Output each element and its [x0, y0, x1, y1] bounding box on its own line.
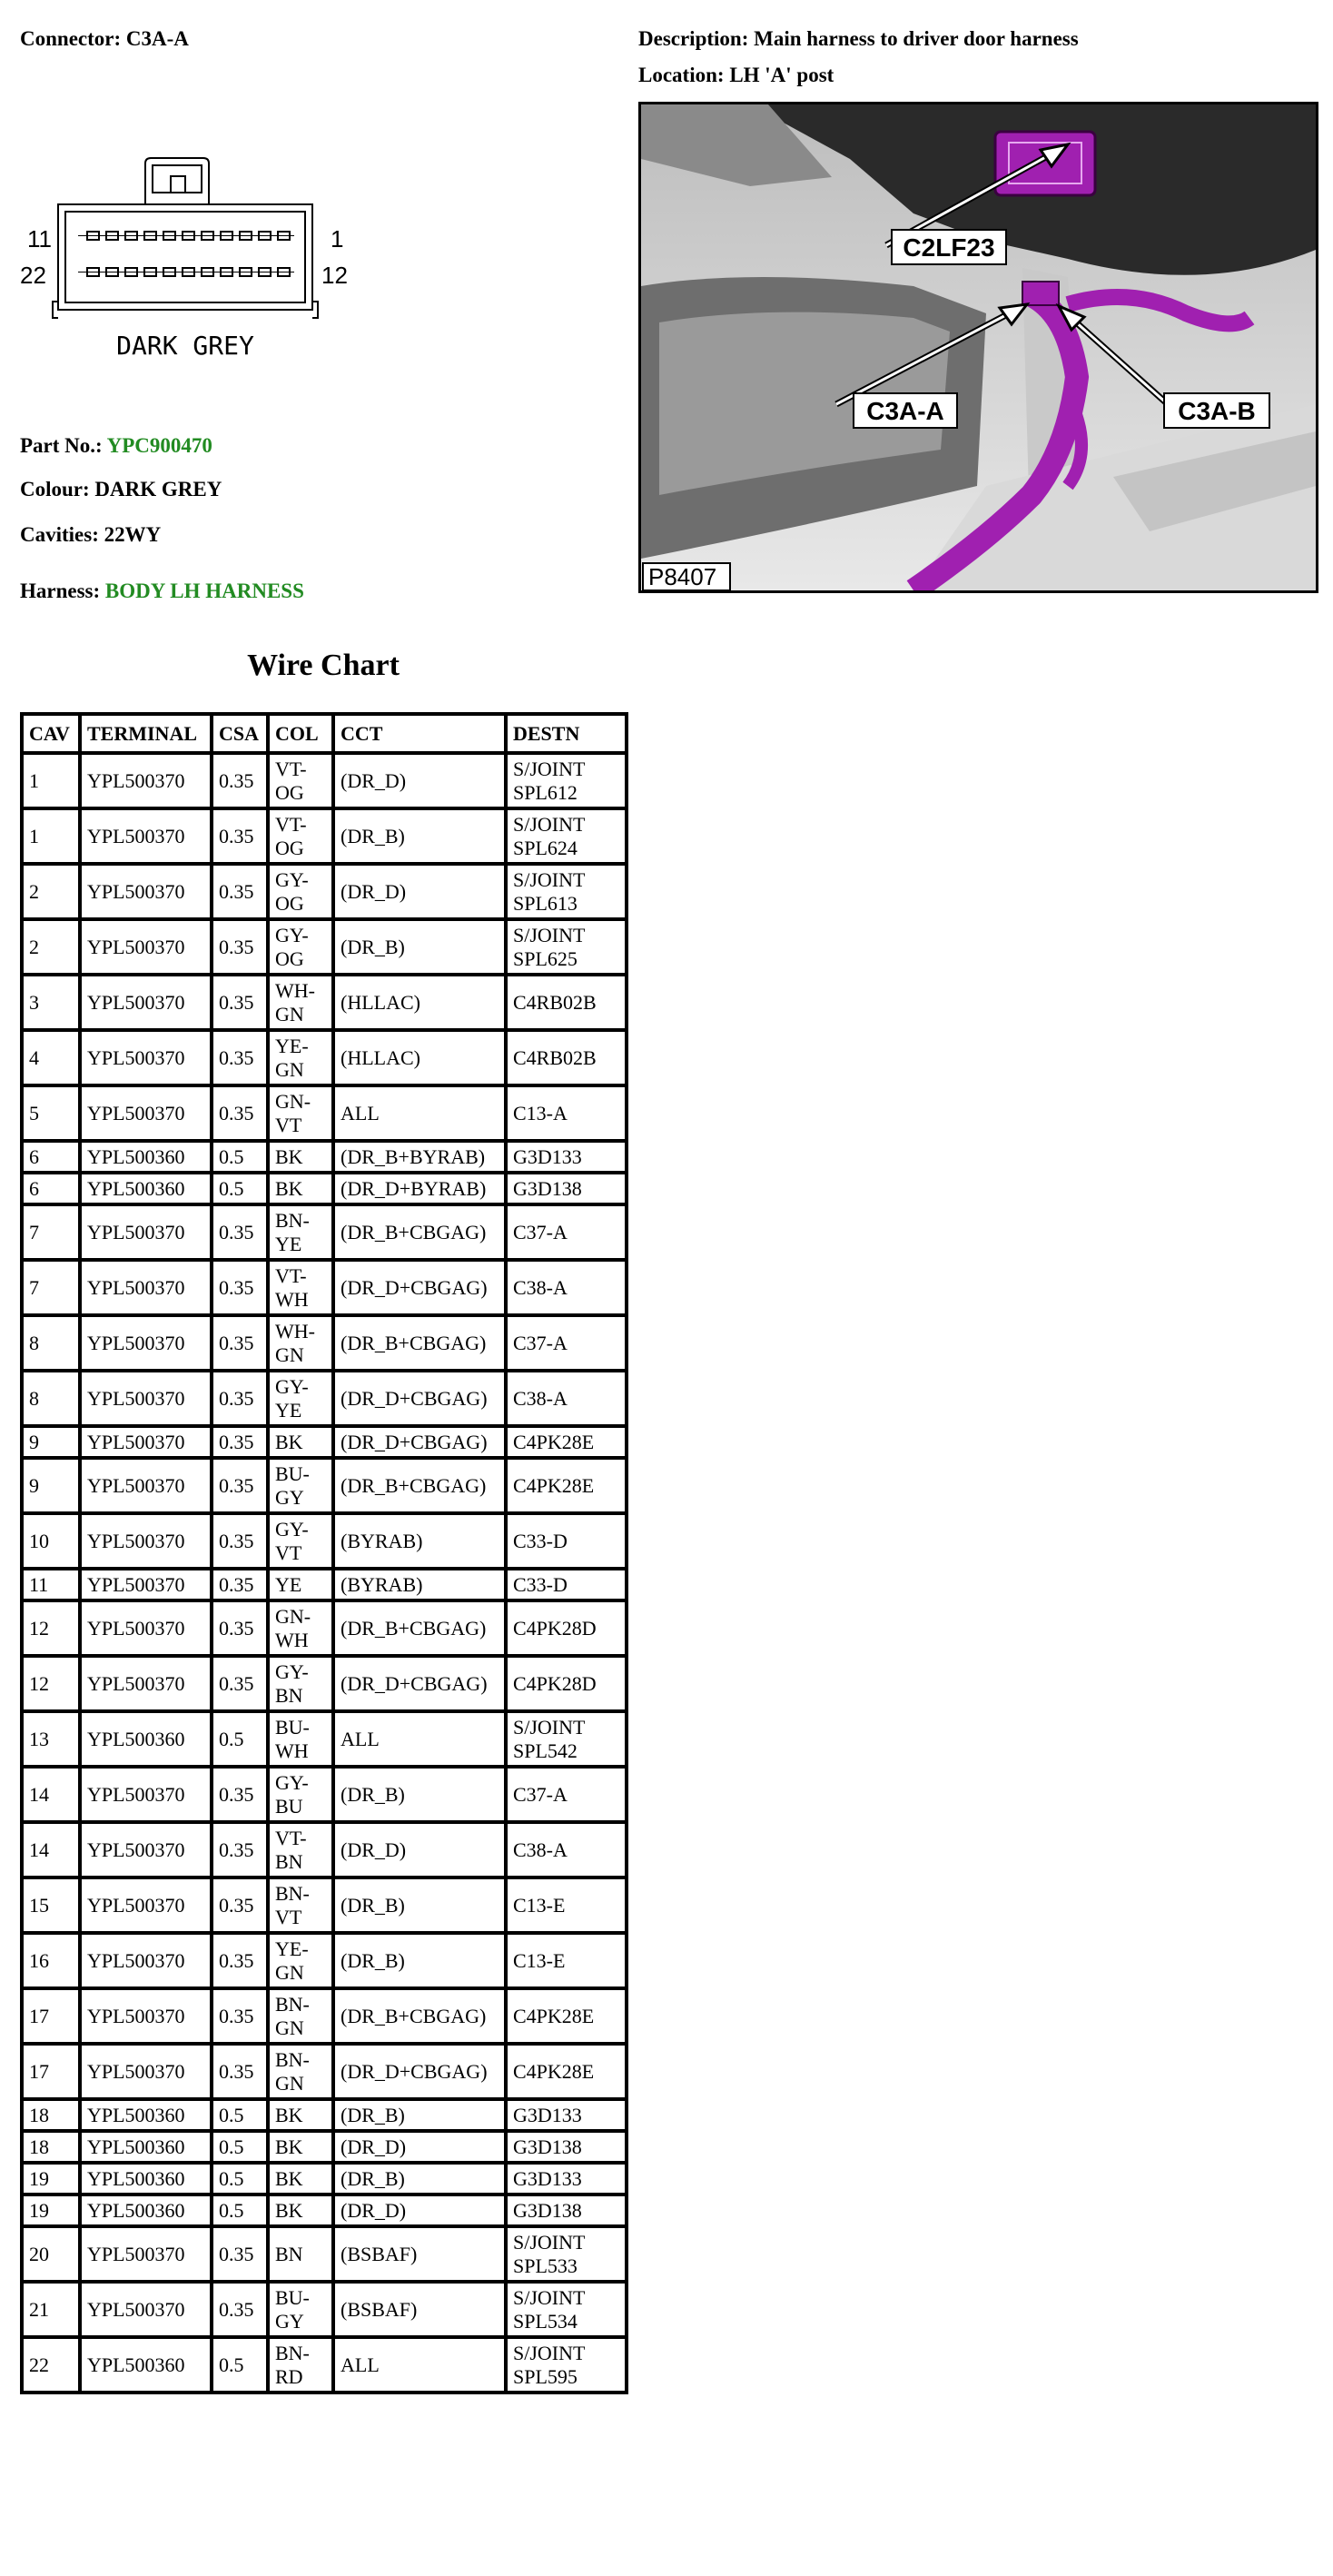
cell-cct: (DR_B) [333, 1767, 506, 1822]
cell-cct: (DR_D) [333, 1822, 506, 1878]
cell-col: BN- RD [268, 2337, 333, 2393]
cell-terminal: YPL500370 [80, 1656, 212, 1711]
table-row [22, 1767, 627, 1822]
cell-col: BK [268, 1426, 333, 1458]
table-row [22, 1260, 627, 1315]
cell-terminal: YPL500370 [80, 1513, 212, 1569]
cell-col: YE- GN [268, 1933, 333, 1988]
cell-cct: (DR_B) [333, 2099, 506, 2131]
cell-col: GY- BN [268, 1656, 333, 1711]
cell-col: WH- GN [268, 1315, 333, 1371]
cell-terminal: YPL500360 [80, 1141, 212, 1173]
cell-terminal: YPL500370 [80, 1260, 212, 1315]
cell-destn: S/JOINT SPL595 [506, 2337, 627, 2393]
cell-destn: C4RB02B [506, 975, 627, 1030]
table-row [22, 1878, 627, 1933]
table-row [22, 2226, 627, 2282]
cell-col: BU- GY [268, 1458, 333, 1513]
cell-cct: (DR_B) [333, 2163, 506, 2195]
cell-col: BK [268, 1141, 333, 1173]
cell-csa: 0.35 [212, 1260, 268, 1315]
cell-terminal: YPL500360 [80, 2131, 212, 2163]
cell-csa: 0.35 [212, 1569, 268, 1600]
cell-cct: (DR_D+CBGAG) [333, 1426, 506, 1458]
cell-cct: (DR_B) [333, 919, 506, 975]
cell-cct: (HLLAC) [333, 1030, 506, 1085]
cell-terminal: YPL500370 [80, 1878, 212, 1933]
location-field [638, 64, 834, 87]
cell-cct: (BSBAF) [333, 2282, 506, 2337]
cell-destn: C4PK28E [506, 1988, 627, 2044]
cell-col: BK [268, 2195, 333, 2226]
cell-destn: S/JOINT SPL625 [506, 919, 627, 975]
cell-csa: 0.35 [212, 2282, 268, 2337]
table-row [22, 2131, 627, 2163]
callout-c3a-a: C3A-A [866, 397, 944, 425]
cell-csa: 0.35 [212, 1458, 268, 1513]
cell-col: BK [268, 2131, 333, 2163]
cell-cav: 16 [22, 1933, 80, 1988]
cell-csa: 0.35 [212, 1426, 268, 1458]
cell-terminal: YPL500360 [80, 2163, 212, 2195]
cell-terminal: YPL500360 [80, 2195, 212, 2226]
cell-cct: ALL [333, 1711, 506, 1767]
cell-cav: 6 [22, 1173, 80, 1204]
cell-terminal: YPL500370 [80, 919, 212, 975]
colour-field [20, 478, 222, 501]
cell-terminal: YPL500360 [80, 2099, 212, 2131]
cell-destn: S/JOINT SPL542 [506, 1711, 627, 1767]
cell-csa: 0.35 [212, 1656, 268, 1711]
cell-cct: (DR_B+CBGAG) [333, 1600, 506, 1656]
cell-cct: (DR_B) [333, 1878, 506, 1933]
cell-csa: 0.35 [212, 864, 268, 919]
cell-destn: C4PK28D [506, 1600, 627, 1656]
cell-col: GY- OG [268, 919, 333, 975]
cell-terminal: YPL500360 [80, 2337, 212, 2393]
cell-terminal: YPL500370 [80, 1767, 212, 1822]
cell-cav: 6 [22, 1141, 80, 1173]
cell-destn: C37-A [506, 1315, 627, 1371]
cell-destn: C13-A [506, 1085, 627, 1141]
cell-cct: (BYRAB) [333, 1513, 506, 1569]
cell-cct: (DR_B+CBGAG) [333, 1988, 506, 2044]
cell-destn: G3D133 [506, 2163, 627, 2195]
cell-csa: 0.35 [212, 1315, 268, 1371]
cell-col: BN- GN [268, 1988, 333, 2044]
cell-csa: 0.35 [212, 1767, 268, 1822]
cell-cct: (DR_B+BYRAB) [333, 1141, 506, 1173]
cell-col: BU- GY [268, 2282, 333, 2337]
cell-csa: 0.35 [212, 1513, 268, 1569]
cell-terminal: YPL500370 [80, 975, 212, 1030]
cavities-field [20, 523, 161, 547]
cell-cct: (DR_D+CBGAG) [333, 2044, 506, 2099]
cell-terminal: YPL500370 [80, 1988, 212, 2044]
cell-cav: 22 [22, 2337, 80, 2393]
cell-cct: (DR_D) [333, 2131, 506, 2163]
table-row [22, 1173, 627, 1204]
cell-terminal: YPL500370 [80, 864, 212, 919]
cell-terminal: YPL500370 [80, 2044, 212, 2099]
cell-terminal: YPL500370 [80, 1315, 212, 1371]
cavities-value: 22WY [104, 523, 162, 546]
cell-destn: C38-A [506, 1371, 627, 1426]
table-row [22, 1933, 627, 1988]
location-illustration [641, 104, 1316, 590]
cell-cav: 20 [22, 2226, 80, 2282]
cell-terminal: YPL500370 [80, 2226, 212, 2282]
cell-csa: 0.5 [212, 1711, 268, 1767]
table-row [22, 2337, 627, 2393]
cell-cct: (DR_B+CBGAG) [333, 1204, 506, 1260]
cell-cav: 19 [22, 2163, 80, 2195]
cell-col: VT- OG [268, 753, 333, 808]
cell-cct: (BSBAF) [333, 2226, 506, 2282]
cell-cav: 2 [22, 864, 80, 919]
cell-cav: 13 [22, 1711, 80, 1767]
cell-terminal: YPL500370 [80, 1204, 212, 1260]
cell-cct: (DR_B) [333, 808, 506, 864]
cell-terminal: YPL500370 [80, 1371, 212, 1426]
table-row [22, 1030, 627, 1085]
cell-col: YE [268, 1569, 333, 1600]
cell-cct: (DR_D+CBGAG) [333, 1260, 506, 1315]
cell-destn: C37-A [506, 1204, 627, 1260]
table-row [22, 2099, 627, 2131]
pin-label-11: 11 [27, 225, 52, 253]
cell-col: BK [268, 2099, 333, 2131]
part-no-label: Part No.: [20, 434, 103, 457]
cell-destn: C37-A [506, 1767, 627, 1822]
cell-cav: 17 [22, 1988, 80, 2044]
cell-destn: C4PK28E [506, 2044, 627, 2099]
cell-destn: C38-A [506, 1822, 627, 1878]
cell-col: BN- YE [268, 1204, 333, 1260]
cell-csa: 0.35 [212, 1030, 268, 1085]
cell-destn: S/JOINT SPL533 [506, 2226, 627, 2282]
location-value: LH 'A' post [729, 64, 834, 86]
cell-cav: 8 [22, 1315, 80, 1371]
description-value: Main harness to driver door harness [754, 27, 1079, 50]
cell-cct: (DR_D) [333, 2195, 506, 2226]
header-destn: DESTN [506, 714, 627, 753]
cell-terminal: YPL500370 [80, 1822, 212, 1878]
cell-destn: S/JOINT SPL624 [506, 808, 627, 864]
cell-cav: 11 [22, 1569, 80, 1600]
cell-csa: 0.5 [212, 2163, 268, 2195]
cell-destn: S/JOINT SPL534 [506, 2282, 627, 2337]
cell-cav: 1 [22, 808, 80, 864]
cell-cct: (DR_D+BYRAB) [333, 1173, 506, 1204]
table-row [22, 1600, 627, 1656]
table-row [22, 2282, 627, 2337]
table-row [22, 1141, 627, 1173]
cell-cav: 14 [22, 1822, 80, 1878]
cell-csa: 0.5 [212, 1173, 268, 1204]
cell-cct: (DR_B) [333, 1933, 506, 1988]
cell-csa: 0.5 [212, 2337, 268, 2393]
cell-cav: 19 [22, 2195, 80, 2226]
table-row [22, 1711, 627, 1767]
cell-destn: C4PK28D [506, 1656, 627, 1711]
cell-csa: 0.35 [212, 919, 268, 975]
cell-csa: 0.5 [212, 2131, 268, 2163]
cell-cav: 15 [22, 1878, 80, 1933]
cell-destn: G3D133 [506, 2099, 627, 2131]
cell-terminal: YPL500370 [80, 808, 212, 864]
cell-csa: 0.35 [212, 1988, 268, 2044]
cell-terminal: YPL500370 [80, 753, 212, 808]
cell-col: VT- WH [268, 1260, 333, 1315]
cell-csa: 0.35 [212, 1933, 268, 1988]
cell-terminal: YPL500370 [80, 1085, 212, 1141]
cell-destn: C33-D [506, 1513, 627, 1569]
cell-cct: (DR_D+CBGAG) [333, 1371, 506, 1426]
table-row [22, 1822, 627, 1878]
cell-col: BN- VT [268, 1878, 333, 1933]
cell-col: BK [268, 2163, 333, 2195]
cell-col: GY- YE [268, 1371, 333, 1426]
cell-destn: G3D138 [506, 1173, 627, 1204]
cell-cav: 18 [22, 2099, 80, 2131]
cell-terminal: YPL500370 [80, 1600, 212, 1656]
cell-cct: (DR_D+CBGAG) [333, 1656, 506, 1711]
cell-destn: C4PK28E [506, 1458, 627, 1513]
cell-destn: C13-E [506, 1933, 627, 1988]
header-col: COL [268, 714, 333, 753]
cell-cav: 10 [22, 1513, 80, 1569]
figure-id: P8407 [648, 563, 717, 590]
cell-cav: 1 [22, 753, 80, 808]
cell-col: VT- OG [268, 808, 333, 864]
table-row [22, 1371, 627, 1426]
cell-destn: S/JOINT SPL612 [506, 753, 627, 808]
cell-col: GY- VT [268, 1513, 333, 1569]
cell-destn: G3D138 [506, 2131, 627, 2163]
cell-csa: 0.35 [212, 2226, 268, 2282]
pin-label-22: 22 [20, 262, 46, 289]
cell-cav: 17 [22, 2044, 80, 2099]
harness-link[interactable]: BODY LH HARNESS [104, 580, 304, 602]
cell-cct: (DR_D) [333, 753, 506, 808]
cell-terminal: YPL500370 [80, 1458, 212, 1513]
cell-cav: 18 [22, 2131, 80, 2163]
table-row [22, 1458, 627, 1513]
table-row [22, 1569, 627, 1600]
cell-terminal: YPL500370 [80, 1030, 212, 1085]
cell-cav: 12 [22, 1600, 80, 1656]
connector-value: C3A-A [125, 27, 189, 50]
cell-col: GY- BU [268, 1767, 333, 1822]
pin-label-1: 1 [331, 225, 344, 253]
table-header-row [22, 714, 627, 753]
cell-cav: 7 [22, 1204, 80, 1260]
cell-cav: 5 [22, 1085, 80, 1141]
cell-col: WH- GN [268, 975, 333, 1030]
table-row [22, 1513, 627, 1569]
cell-cav: 12 [22, 1656, 80, 1711]
cell-col: VT- BN [268, 1822, 333, 1878]
cell-destn: C33-D [506, 1569, 627, 1600]
colour-value: DARK GREY [94, 478, 222, 500]
cell-terminal: YPL500360 [80, 1711, 212, 1767]
cell-cav: 2 [22, 919, 80, 975]
cell-cct: (HLLAC) [333, 975, 506, 1030]
cell-col: GN- WH [268, 1600, 333, 1656]
pin-label-12: 12 [321, 262, 348, 289]
cell-csa: 0.5 [212, 1141, 268, 1173]
cell-terminal: YPL500370 [80, 1569, 212, 1600]
cell-terminal: YPL500370 [80, 1933, 212, 1988]
cell-cav: 9 [22, 1458, 80, 1513]
table-row [22, 1315, 627, 1371]
location-photo [638, 102, 1318, 593]
connector-field [20, 27, 189, 51]
table-row [22, 2044, 627, 2099]
table-row [22, 1988, 627, 2044]
cell-csa: 0.35 [212, 1822, 268, 1878]
cell-col: GY- OG [268, 864, 333, 919]
connector-face-drawing [16, 145, 361, 372]
header-cav: CAV [22, 714, 80, 753]
wire-chart-title: Wire Chart [247, 649, 400, 682]
table-row [22, 864, 627, 919]
cell-cct: (BYRAB) [333, 1569, 506, 1600]
table-row [22, 808, 627, 864]
cell-csa: 0.35 [212, 1371, 268, 1426]
cell-csa: 0.35 [212, 1085, 268, 1141]
callout-c2lf23: C2LF23 [903, 233, 995, 262]
location-label: Location: [638, 64, 725, 86]
colour-label: Colour: [20, 478, 90, 500]
table-row [22, 2195, 627, 2226]
cell-col: YE- GN [268, 1030, 333, 1085]
table-row [22, 1085, 627, 1141]
part-no-link[interactable]: YPC900470 [106, 434, 212, 457]
table-row [22, 753, 627, 808]
cell-col: BK [268, 1173, 333, 1204]
cell-cav: 7 [22, 1260, 80, 1315]
cell-csa: 0.35 [212, 975, 268, 1030]
cell-col: GN- VT [268, 1085, 333, 1141]
harness-field [20, 580, 304, 603]
cell-csa: 0.35 [212, 1204, 268, 1260]
cell-cav: 9 [22, 1426, 80, 1458]
cell-cct: ALL [333, 1085, 506, 1141]
cell-csa: 0.35 [212, 1878, 268, 1933]
cell-destn: C4PK28E [506, 1426, 627, 1458]
cell-terminal: YPL500360 [80, 1173, 212, 1204]
callout-c3a-b: C3A-B [1178, 397, 1256, 425]
cell-cct: (DR_B+CBGAG) [333, 1315, 506, 1371]
description-field [638, 27, 1079, 51]
cell-destn: S/JOINT SPL613 [506, 864, 627, 919]
cell-csa: 0.35 [212, 753, 268, 808]
cavities-label: Cavities: [20, 523, 99, 546]
cell-cct: (DR_D) [333, 864, 506, 919]
cell-destn: C4RB02B [506, 1030, 627, 1085]
table-row [22, 1204, 627, 1260]
cell-destn: G3D133 [506, 1141, 627, 1173]
cell-csa: 0.5 [212, 2099, 268, 2131]
cell-csa: 0.35 [212, 2044, 268, 2099]
wire-chart-table [20, 712, 628, 2394]
drawing-caption: DARK GREY [116, 331, 254, 361]
table-row [22, 1656, 627, 1711]
connector-label: Connector: [20, 27, 122, 50]
header-cct: CCT [333, 714, 506, 753]
header-terminal: TERMINAL [80, 714, 212, 753]
cell-col: BN [268, 2226, 333, 2282]
table-row [22, 2163, 627, 2195]
part-no-field [20, 434, 212, 458]
table-row [22, 919, 627, 975]
cell-csa: 0.35 [212, 1600, 268, 1656]
cell-terminal: YPL500370 [80, 2282, 212, 2337]
cavity-grid [78, 232, 294, 276]
cell-cav: 8 [22, 1371, 80, 1426]
cell-cav: 3 [22, 975, 80, 1030]
description-label: Description: [638, 27, 749, 50]
cell-destn: G3D138 [506, 2195, 627, 2226]
cell-destn: C13-E [506, 1878, 627, 1933]
cell-cav: 21 [22, 2282, 80, 2337]
cell-col: BU- WH [268, 1711, 333, 1767]
table-row [22, 975, 627, 1030]
cell-csa: 0.5 [212, 2195, 268, 2226]
cell-destn: C38-A [506, 1260, 627, 1315]
cell-cct: ALL [333, 2337, 506, 2393]
cell-csa: 0.35 [212, 808, 268, 864]
harness-label: Harness: [20, 580, 101, 602]
cell-cav: 14 [22, 1767, 80, 1822]
cell-cct: (DR_B+CBGAG) [333, 1458, 506, 1513]
table-row [22, 1426, 627, 1458]
cell-col: BN- GN [268, 2044, 333, 2099]
header-csa: CSA [212, 714, 268, 753]
cell-cav: 4 [22, 1030, 80, 1085]
cell-terminal: YPL500370 [80, 1426, 212, 1458]
